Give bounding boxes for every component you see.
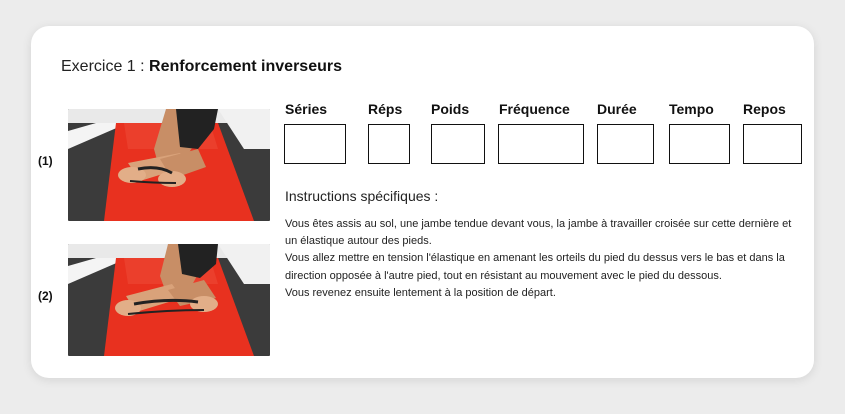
- instructions-title: Instructions spécifiques :: [285, 188, 439, 204]
- frequence-field[interactable]: [498, 124, 584, 164]
- instruction-paragraph: Vous êtes assis au sol, une jambe tendue devant vous, la jambe à travailler croisée sur cette dernière et un élastique autour des pieds.: [285, 218, 792, 248]
- column-label-poids: Poids: [431, 101, 470, 117]
- column-label-tempo: Tempo: [669, 101, 714, 117]
- column-label-duree: Durée: [597, 101, 637, 117]
- image-number-1: (1): [38, 154, 53, 168]
- reps-field[interactable]: [368, 124, 410, 164]
- series-field[interactable]: [284, 124, 346, 164]
- column-label-repos: Repos: [743, 101, 786, 117]
- column-label-series: Séries: [285, 101, 328, 117]
- poids-field[interactable]: [431, 124, 485, 164]
- image-number-2: (2): [38, 289, 53, 303]
- duree-field[interactable]: [597, 124, 654, 164]
- exercise-title: [61, 58, 342, 76]
- instructions-body: [285, 216, 805, 302]
- column-label-frequence: Fréquence: [499, 101, 570, 117]
- column-label-reps: Réps: [368, 101, 403, 117]
- exercise-photo-2: [68, 244, 270, 356]
- tempo-field[interactable]: [669, 124, 730, 164]
- exercise-photo-1: [68, 109, 270, 221]
- exercise-name: Renforcement inverseurs: [149, 58, 342, 75]
- instruction-paragraph: Vous revenez ensuite lentement à la position de départ.: [285, 286, 556, 299]
- exercise-card: [31, 26, 814, 378]
- repos-field[interactable]: [743, 124, 802, 164]
- instruction-paragraph: Vous allez mettre en tension l'élastique en amenant les orteils du pied du dessus vers le bas et dans la direction opposée à l'autre pied, tout en résistant au mouvement avec le pied du dessous.: [285, 252, 785, 282]
- exercise-prefix: Exercice 1 :: [61, 58, 150, 75]
